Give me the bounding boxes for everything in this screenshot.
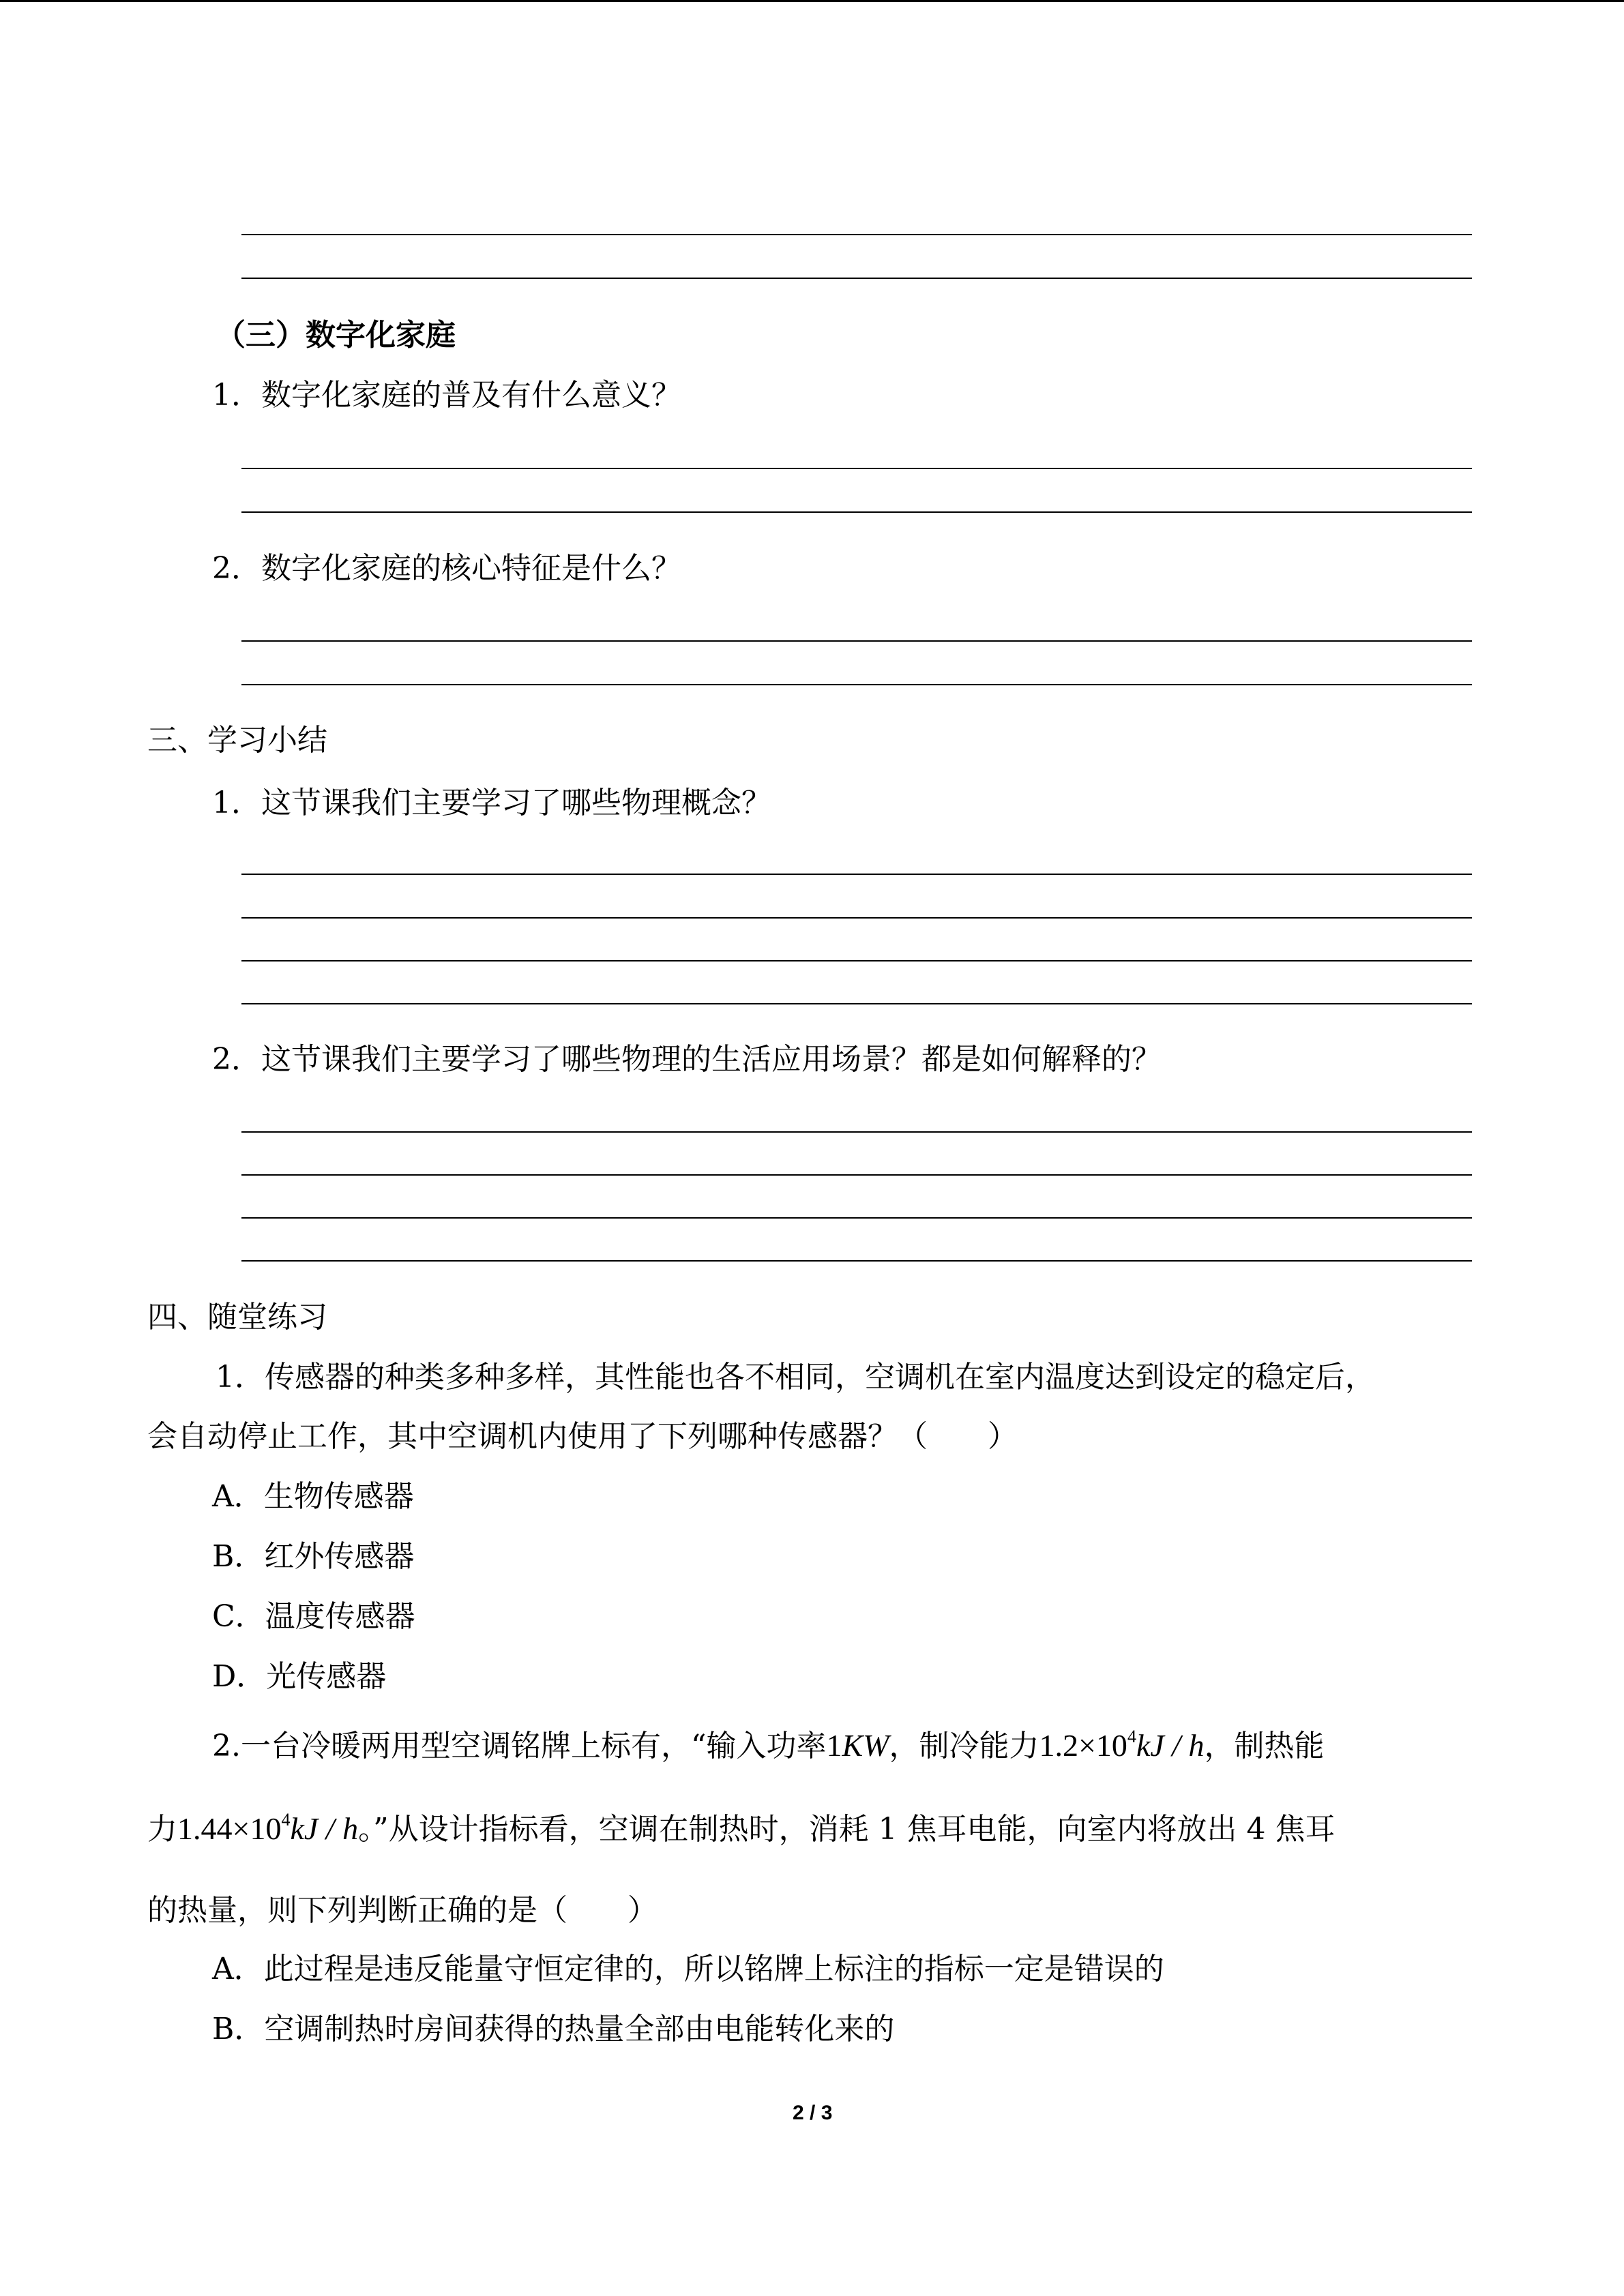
question-summary-1: 1．这节课我们主要学习了哪些物理概念？ — [212, 786, 771, 820]
answer-line[interactable] — [241, 234, 1472, 235]
section-heading-digital-home: （三）数字化家庭 — [216, 318, 456, 353]
answer-line[interactable] — [241, 468, 1472, 469]
question-digital-home-1: 1．数字化家庭的普及有什么意义？ — [212, 378, 681, 413]
q2-heating-capacity: $1.44\times 10^4kJ / h$ — [177, 1810, 359, 1846]
q2-text-part4: 力 — [147, 1812, 177, 1847]
answer-line[interactable] — [241, 917, 1472, 919]
q2-text-part5: 。”从设计指标看，空调在制热时，消耗 1 焦耳电能，向室内将放出 4 焦耳 — [358, 1812, 1335, 1847]
practice-q1-line2: 会自动停止工作，其中空调机内使用了下列哪种传感器？（ ） — [147, 1419, 1018, 1454]
answer-line[interactable] — [241, 511, 1472, 513]
practice-q2-option-b[interactable]: B．空调制热时房间获得的热量全部由电能转化来的 — [212, 2012, 895, 2046]
q2-text-part3: ，制热能 — [1204, 1729, 1325, 1763]
answer-line[interactable] — [241, 640, 1472, 642]
answer-line[interactable] — [241, 1174, 1472, 1176]
answer-line[interactable] — [241, 278, 1472, 279]
section-heading-practice: 四、随堂练习 — [147, 1300, 327, 1335]
answer-line[interactable] — [241, 1217, 1472, 1219]
question-digital-home-2: 2．数字化家庭的核心特征是什么？ — [212, 551, 681, 586]
practice-q1-option-b[interactable]: B．红外传感器 — [212, 1539, 415, 1574]
q2-cooling-capacity: $1.2\times 10^4kJ / h$ — [1039, 1727, 1205, 1763]
practice-q1-option-c[interactable]: C．温度传感器 — [212, 1599, 415, 1634]
practice-q1-line1: 1．传感器的种类多种多样，其性能也各不相同，空调机在室内温度达到设定的稳定后， — [216, 1360, 1375, 1395]
q2-power-value: 1KW — [826, 1728, 889, 1763]
answer-line[interactable] — [241, 960, 1472, 961]
answer-line[interactable] — [241, 684, 1472, 685]
page-top-border — [0, 0, 1624, 2]
section-heading-summary: 三、学习小结 — [147, 723, 327, 758]
q2-text-part1: 2.一台冷暖两用型空调铭牌上标有，“输入功率 — [212, 1729, 827, 1763]
question-summary-2: 2．这节课我们主要学习了哪些物理的生活应用场景？都是如何解释的？ — [212, 1042, 1162, 1077]
practice-q1-option-d[interactable]: D．光传感器 — [212, 1659, 387, 1694]
practice-q2-line2 — [147, 1808, 1335, 1850]
practice-q2-option-a[interactable]: A．此过程是违反能量守恒定律的，所以铭牌上标注的指标一定是错误的 — [212, 1952, 1164, 1986]
practice-q2-line1 — [212, 1725, 1325, 1767]
answer-line[interactable] — [241, 1003, 1472, 1004]
q2-text-part2: ，制冷能力 — [889, 1729, 1039, 1763]
practice-q2-line3: 的热量，则下列判断正确的是（ ） — [147, 1893, 658, 1928]
practice-q1-option-a[interactable]: A．生物传感器 — [212, 1479, 414, 1514]
answer-line[interactable] — [241, 1260, 1472, 1262]
answer-line[interactable] — [241, 874, 1472, 875]
page-indicator: 2 / 3 — [793, 2102, 833, 2124]
answer-line[interactable] — [241, 1131, 1472, 1133]
